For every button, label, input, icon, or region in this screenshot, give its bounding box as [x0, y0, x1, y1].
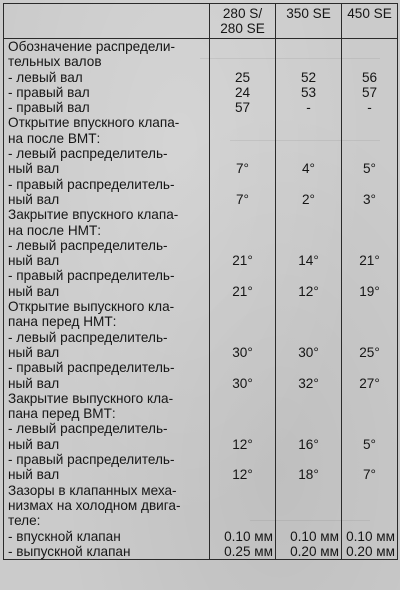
row-value: 7° — [342, 452, 398, 483]
table-row — [4, 207, 398, 238]
table-row — [4, 529, 398, 544]
row-value: 16° — [276, 421, 342, 452]
row-value: 0.10 мм — [342, 529, 398, 544]
row-value: 30° — [276, 330, 342, 361]
table-row — [4, 39, 398, 70]
row-value — [342, 115, 398, 146]
row-value — [210, 207, 276, 238]
table-row — [4, 268, 398, 299]
row-value: 3° — [342, 177, 398, 208]
row-value: 0.20 мм — [342, 544, 398, 560]
row-value — [342, 483, 398, 529]
row-value: 0.10 мм — [276, 529, 342, 544]
row-value — [276, 483, 342, 529]
table-row — [4, 391, 398, 422]
row-value: 0.20 мм — [276, 544, 342, 560]
table-row — [4, 238, 398, 269]
header-350-text: 350 SE — [286, 6, 331, 21]
row-label: Закрытие впускного клапа- на после НМТ: — [4, 207, 210, 238]
row-value: 0.25 мм — [210, 544, 276, 560]
row-value: 57 — [210, 100, 276, 115]
row-label: Открытие впускного клапа- на после ВМТ: — [4, 115, 210, 146]
row-value: 21° — [342, 238, 398, 269]
row-value: 14° — [276, 238, 342, 269]
row-value: 32° — [276, 360, 342, 391]
header-280-text: 280 S/ 280 SE — [220, 6, 265, 37]
row-label: Обозначение распредели- тельных валов — [4, 39, 210, 70]
row-value — [276, 39, 342, 70]
table-row — [4, 360, 398, 391]
row-label: - левый распределитель- ный вал — [4, 146, 210, 177]
table-body — [4, 39, 398, 560]
row-label: - правый распределитель- ный вал — [4, 452, 210, 483]
row-value — [276, 207, 342, 238]
table-row — [4, 452, 398, 483]
row-value — [276, 299, 342, 330]
row-label: - левый распределитель- ный вал — [4, 238, 210, 269]
row-value — [342, 207, 398, 238]
row-value: 4° — [276, 146, 342, 177]
row-value: 7° — [210, 146, 276, 177]
row-label: - правый вал — [4, 100, 210, 115]
row-value: - — [276, 100, 342, 115]
row-value: 0.10 мм — [210, 529, 276, 544]
header-350 — [276, 4, 342, 39]
row-label: - левый вал — [4, 70, 210, 85]
row-value: 30° — [210, 330, 276, 361]
row-value — [342, 39, 398, 70]
table-row — [4, 177, 398, 208]
table-row — [4, 421, 398, 452]
row-value: 19° — [342, 268, 398, 299]
row-value: 24 — [210, 85, 276, 100]
row-value — [210, 39, 276, 70]
row-value — [210, 391, 276, 422]
table-row — [4, 70, 398, 85]
row-value — [210, 299, 276, 330]
row-label: - правый вал — [4, 85, 210, 100]
header-label-cell — [4, 4, 210, 39]
row-value — [210, 483, 276, 529]
row-value — [210, 115, 276, 146]
row-label: - правый распределитель- ный вал — [4, 177, 210, 208]
row-value: 18° — [276, 452, 342, 483]
row-label: - левый распределитель- ный вал — [4, 330, 210, 361]
row-value: 12° — [210, 452, 276, 483]
row-label: Зазоры в клапанных меха- низмах на холодном двига- теле: — [4, 483, 210, 529]
row-value — [342, 299, 398, 330]
table-row — [4, 483, 398, 529]
table-row — [4, 115, 398, 146]
row-value: 57 — [342, 85, 398, 100]
row-label: - впускной клапан — [4, 529, 210, 544]
table-row — [4, 146, 398, 177]
row-value: 30° — [210, 360, 276, 391]
row-value: 27° — [342, 360, 398, 391]
row-label: - правый распределитель- ный вал — [4, 360, 210, 391]
row-value: 25° — [342, 330, 398, 361]
row-value — [342, 391, 398, 422]
row-label: Открытие выпускного кла- пана перед НМТ: — [4, 299, 210, 330]
table-header-row — [4, 4, 398, 39]
table-row — [4, 100, 398, 115]
row-value: 21° — [210, 268, 276, 299]
table-row — [4, 85, 398, 100]
row-value: 56 — [342, 70, 398, 85]
table-row — [4, 544, 398, 560]
row-value: 5° — [342, 421, 398, 452]
row-value: 25 — [210, 70, 276, 85]
header-450-text: 450 SE — [347, 6, 392, 21]
row-label: Закрытие выпускного кла- пана перед ВМТ: — [4, 391, 210, 422]
row-label: - левый распределитель- ный вал — [4, 421, 210, 452]
table-row — [4, 299, 398, 330]
row-value: - — [342, 100, 398, 115]
header-280 — [210, 4, 276, 39]
row-value — [276, 391, 342, 422]
row-value: 5° — [342, 146, 398, 177]
row-label: - правый распределитель- ный вал — [4, 268, 210, 299]
row-value: 12° — [276, 268, 342, 299]
header-450 — [342, 4, 398, 39]
row-value: 12° — [210, 421, 276, 452]
row-value: 53 — [276, 85, 342, 100]
row-value: 21° — [210, 238, 276, 269]
row-label: - выпускной клапан — [4, 544, 210, 560]
camshaft-spec-table — [3, 3, 398, 560]
table-row — [4, 330, 398, 361]
row-value — [276, 115, 342, 146]
row-value: 2° — [276, 177, 342, 208]
row-value: 7° — [210, 177, 276, 208]
row-value: 52 — [276, 70, 342, 85]
